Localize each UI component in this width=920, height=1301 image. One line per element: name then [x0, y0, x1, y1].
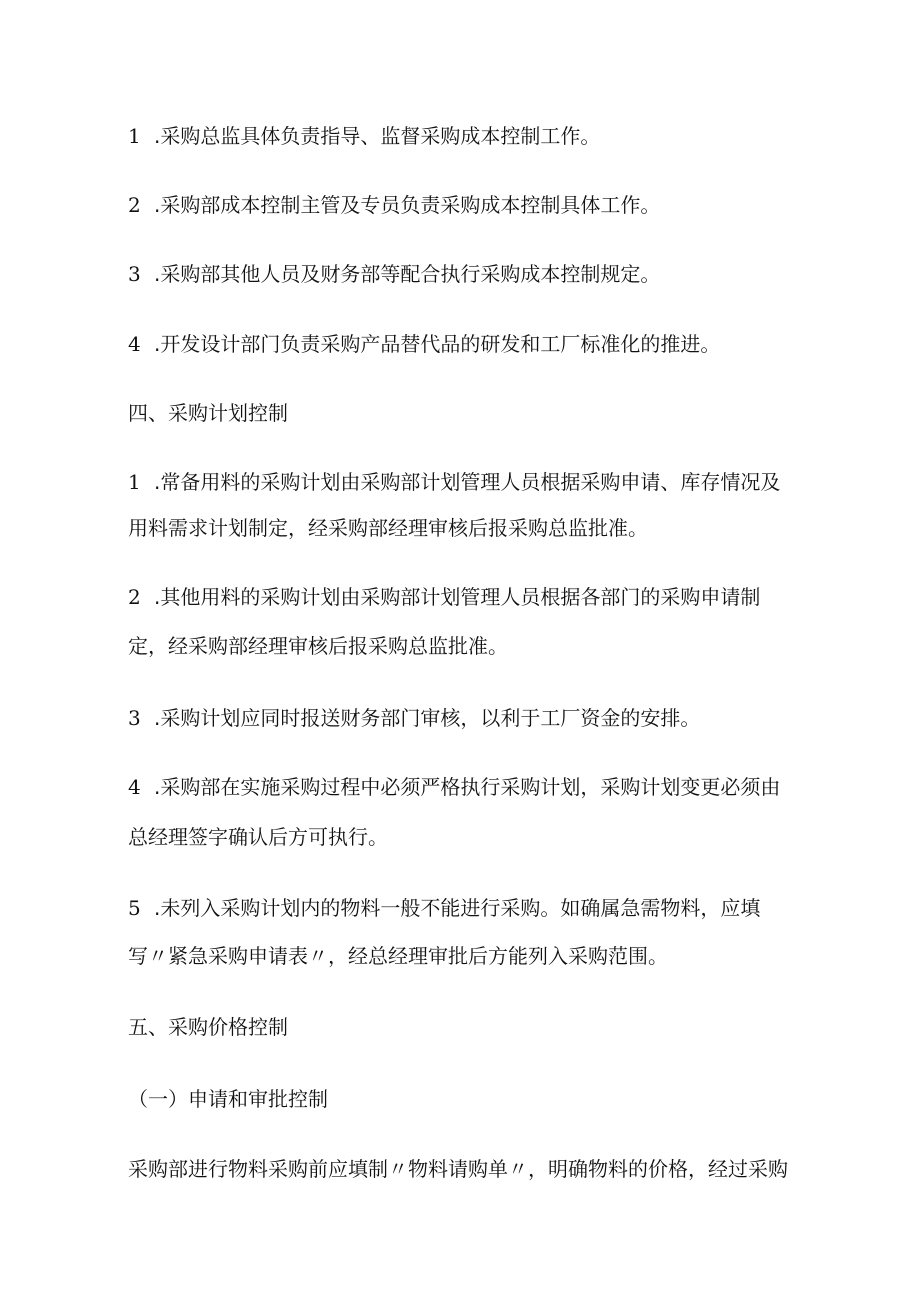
item-text: .开发设计部门负责采购产品替代品的研发和工厂标准化的推进。 [154, 332, 721, 356]
item-text: .采购部成本控制主管及专员负责采购成本控制具体工作。 [154, 193, 661, 217]
list-item-2 [128, 583, 808, 611]
list-item-4 [128, 330, 808, 358]
list-item-4 [128, 773, 808, 801]
item-text: .未列入采购计划内的物料一般不能进行采购。如确属急需物料，应填 [154, 896, 761, 920]
list-item-1 [128, 122, 808, 150]
item-number: 1 [128, 470, 141, 494]
item-number: 3 [128, 706, 141, 730]
list-item-2 [128, 191, 808, 219]
list-item-5 [128, 894, 808, 922]
item-text: .其他用料的采购计划由采购部计划管理人员根据各部门的采购申请制 [154, 585, 761, 609]
subsection-heading: （一）申请和审批控制 [128, 1087, 328, 1111]
item-text: .采购计划应同时报送财务部门审核，以利于工厂资金的安排。 [154, 706, 701, 730]
section-heading-5: 五、采购价格控制 [128, 1015, 288, 1039]
item-text: .采购总监具体负责指导、监督采购成本控制工作。 [154, 124, 601, 148]
item-number: 2 [128, 193, 141, 217]
item-number: 4 [128, 332, 141, 356]
list-item-1 [128, 468, 808, 496]
item-text: .采购部在实施采购过程中必须严格执行采购计划，采购计划变更必须由 [154, 775, 781, 799]
list-item-continuation: 写〃紧急采购申请表〃，经总经理审批后方能列入采购范围。 [128, 944, 668, 968]
item-text: .采购部其他人员及财务部等配合执行采购成本控制规定。 [154, 262, 661, 286]
item-number: 4 [128, 775, 141, 799]
list-item-3 [128, 260, 808, 288]
item-number: 2 [128, 585, 141, 609]
list-item-3 [128, 704, 808, 732]
item-number: 1 [128, 124, 141, 148]
item-number: 5 [128, 896, 141, 920]
item-text: .常备用料的采购计划由采购部计划管理人员根据采购申请、库存情况及 [154, 470, 781, 494]
paragraph-text: 采购部进行物料采购前应填制〃物料请购单〃，明确物料的价格，经过采购 [128, 1157, 788, 1181]
section-heading-4: 四、采购计划控制 [128, 401, 288, 425]
list-item-continuation: 用料需求计划制定，经采购部经理审核后报采购总监批准。 [128, 516, 648, 540]
list-item-continuation: 总经理签字确认后方可执行。 [128, 825, 388, 849]
list-item-continuation: 定，经采购部经理审核后报采购总监批准。 [128, 634, 508, 658]
item-number: 3 [128, 262, 141, 286]
